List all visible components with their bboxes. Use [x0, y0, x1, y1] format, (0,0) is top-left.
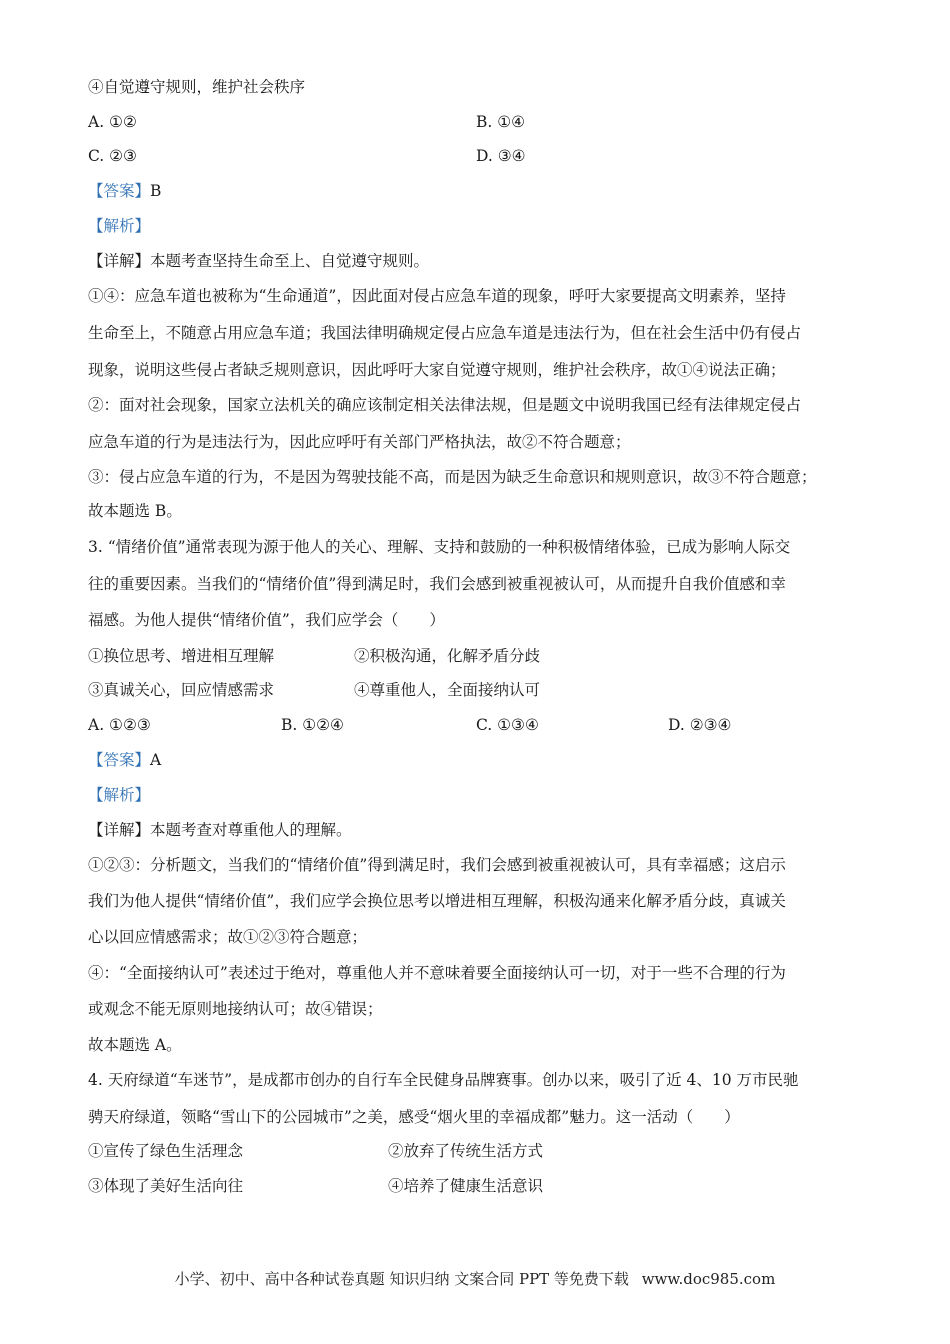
q3-choice-a: A. ①②③	[88, 716, 151, 734]
detail-tag: 【详解】	[88, 252, 151, 270]
q3-option-2: ②积极沟通，化解矛盾分歧	[354, 647, 541, 665]
q4-option-4: ④培养了健康生活意识	[388, 1177, 544, 1195]
q3-option-3: ③真诚关心，回应情感需求	[88, 681, 275, 699]
q2-analysis-line: 现象，说明这些侵占者缺乏规则意识，因此呼吁大家自觉遵守规则，维护社会秩序，故①④说法正确；	[88, 361, 786, 379]
answer-tag: 【答案】	[88, 182, 151, 200]
answer-value: B	[150, 182, 162, 200]
q3-analysis-line: ④：“全面接纳认可”表述过于绝对，尊重他人并不意味着要全面接纳认可一切，对于一些不合理的行为	[88, 964, 786, 982]
q3-analysis-line: ①②③：分析题文，当我们的“情绪价值”得到满足时，我们会感到被重视被认可，具有幸福感；这启示	[88, 856, 786, 874]
q3-analysis-line: 我们为他人提供“情绪价值”，我们应学会换位思考以增进相互理解，积极沟通来化解矛盾分歧，真诚关	[88, 892, 786, 910]
q2-choice-c: C. ②③	[88, 147, 137, 165]
q3-option-4: ④尊重他人，全面接纳认可	[354, 681, 541, 699]
q3-analysis-tag: 【解析】	[88, 786, 151, 804]
answer-value: A	[150, 751, 162, 769]
q2-analysis-line: 应急车道的行为是违法行为，因此应呼吁有关部门严格执法，故②不符合题意；	[88, 433, 631, 451]
detail-text: 本题考查坚持生命至上、自觉遵守规则。	[150, 252, 430, 270]
q3-stem-line: 往的重要因素。当我们的“情绪价值”得到满足时，我们会感到被重视被认可，从而提升自我价值感和幸	[88, 575, 786, 593]
q2-choice-a: A. ①②	[88, 113, 137, 131]
q3-stem-line: 3. “情绪价值”通常表现为源于他人的关心、理解、支持和鼓励的一种积极情绪体验，已成为影响人际交	[88, 538, 791, 556]
q2-analysis-line: 故本题选 B。	[88, 502, 182, 520]
q2-analysis-line: ③：侵占应急车道的行为，不是因为驾驶技能不高，而是因为缺乏生命意识和规则意识，故③不符合题意；	[88, 468, 817, 486]
q4-stem-line: 骋天府绿道，领略“雪山下的公园城市”之美，感受“烟火里的幸福成都”魅力。这一活动（ ）	[88, 1108, 740, 1126]
q4-option-1: ①宣传了绿色生活理念	[88, 1142, 244, 1160]
q3-choice-b: B. ①②④	[281, 716, 344, 734]
q2-analysis-line: ②：面对社会现象，国家立法机关的确应该制定相关法律法规，但是题文中说明我国已经有法律规定侵占	[88, 396, 802, 414]
q3-analysis-line: 故本题选 A。	[88, 1036, 182, 1054]
q2-answer	[88, 180, 868, 202]
q3-choice-c: C. ①③④	[476, 716, 539, 734]
q3-choice-d: D. ②③④	[668, 716, 732, 734]
q4-stem-line: 4. 天府绿道“车迷节”，是成都市创办的自行车全民健身品牌赛事。创办以来，吸引了近 4、10 万市民驰	[88, 1071, 799, 1089]
q2-detail	[88, 250, 868, 272]
q4-option-2: ②放弃了传统生活方式	[388, 1142, 544, 1160]
q3-analysis-line: 心以回应情感需求；故①②③符合题意；	[88, 928, 368, 946]
q2-option-4: ④自觉遵守规则，维护社会秩序	[88, 78, 306, 96]
q3-option-1: ①换位思考、增进相互理解	[88, 647, 275, 665]
q3-answer	[88, 749, 868, 771]
answer-tag: 【答案】	[88, 751, 151, 769]
q3-analysis-line: 或观念不能无原则地接纳认可；故④错误；	[88, 1000, 383, 1018]
page-footer	[0, 1268, 950, 1289]
q2-analysis-tag: 【解析】	[88, 217, 151, 235]
footer-link[interactable]: www.doc985.com	[641, 1270, 776, 1288]
q2-analysis-line: ①④：应急车道也被称为“生命通道”，因此面对侵占应急车道的现象，呼吁大家要提高文明素养，坚持	[88, 287, 786, 305]
detail-tag: 【详解】	[88, 821, 151, 839]
q2-analysis-line: 生命至上，不随意占用应急车道；我国法律明确规定侵占应急车道是违法行为，但在社会生活中仍有侵占	[88, 324, 802, 342]
q2-choice-d: D. ③④	[476, 147, 526, 165]
q3-stem-line: 福感。为他人提供“情绪价值”，我们应学会（ ）	[88, 611, 445, 629]
footer-text: 小学、初中、高中各种试卷真题 知识归纳 文案合同 PPT 等免费下载	[174, 1270, 629, 1288]
q4-option-3: ③体现了美好生活向往	[88, 1177, 244, 1195]
q3-detail	[88, 819, 868, 841]
q2-choice-b: B. ①④	[476, 113, 526, 131]
detail-text: 本题考查对尊重他人的理解。	[150, 821, 352, 839]
